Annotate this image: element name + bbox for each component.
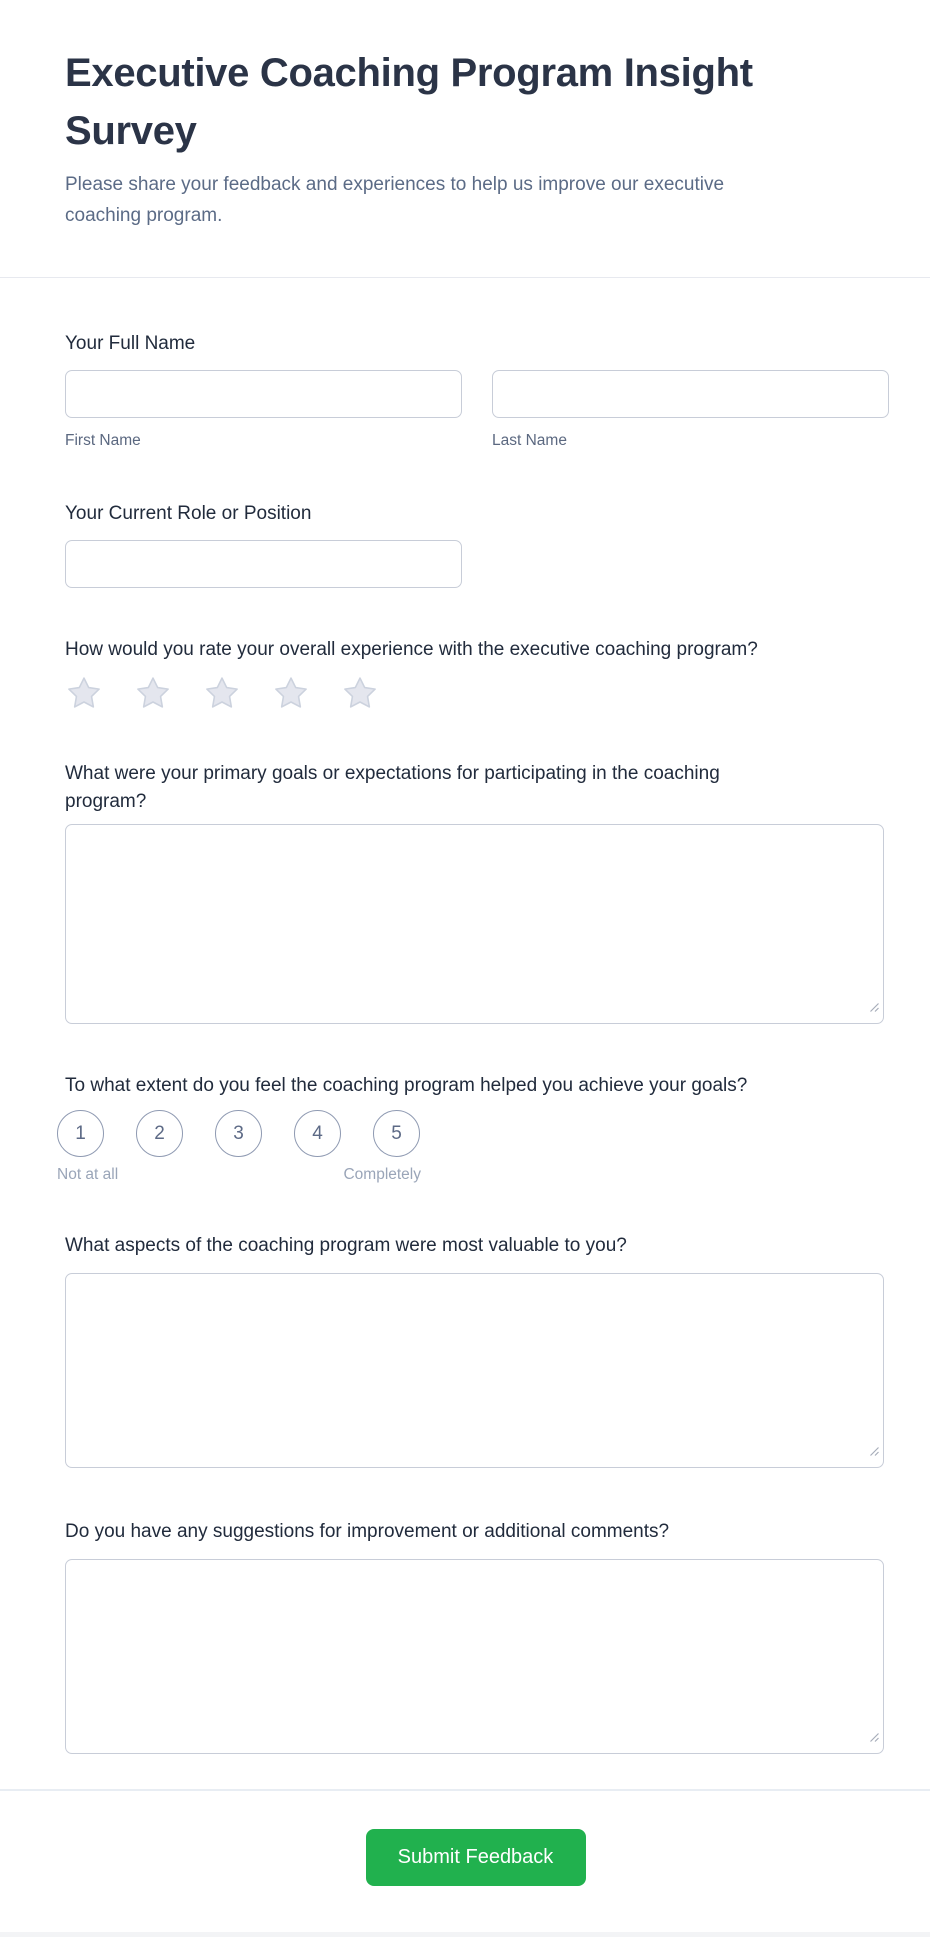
resize-handle-icon[interactable] xyxy=(868,1730,880,1748)
question-goals xyxy=(65,760,886,1024)
star-icon[interactable] xyxy=(341,674,379,712)
scale-option-5[interactable]: 5 xyxy=(373,1110,420,1157)
scale-captions xyxy=(57,1166,421,1184)
scale-options xyxy=(57,1110,886,1157)
question-scale xyxy=(57,1072,886,1184)
resize-handle-icon[interactable] xyxy=(868,1444,880,1462)
survey-header xyxy=(0,0,930,231)
question-label: How would you rate your overall experience with the executive coaching program? xyxy=(65,639,758,660)
star-rating xyxy=(65,674,886,712)
aspects-textarea-wrap xyxy=(65,1273,886,1468)
footer-divider xyxy=(0,1789,930,1791)
star-icon[interactable] xyxy=(272,674,310,712)
last-name-sublabel: Last Name xyxy=(492,432,567,449)
goals-textarea[interactable] xyxy=(65,824,884,1024)
scale-max-caption: Completely xyxy=(343,1166,421,1183)
question-label: What aspects of the coaching program were most valuable to you? xyxy=(65,1235,627,1256)
survey-footer xyxy=(0,1829,930,1886)
first-name-sublabel: First Name xyxy=(65,432,141,449)
header-divider xyxy=(0,277,930,278)
aspects-textarea[interactable] xyxy=(65,1273,884,1468)
first-name-field xyxy=(65,370,462,450)
star-icon[interactable] xyxy=(203,674,241,712)
question-label: Do you have any suggestions for improvement or additional comments? xyxy=(65,1521,670,1542)
question-role xyxy=(65,500,886,588)
star-icon[interactable] xyxy=(134,674,172,712)
role-input[interactable] xyxy=(65,540,462,588)
goals-textarea-wrap xyxy=(65,824,886,1024)
question-label: Your Current Role or Position xyxy=(65,503,312,524)
star-icon[interactable] xyxy=(65,674,103,712)
last-name-input[interactable] xyxy=(492,370,889,418)
page-subtitle: Please share your feedback and experiences to help us improve our executive coaching program. xyxy=(65,174,725,226)
scale-option-3[interactable]: 3 xyxy=(215,1110,262,1157)
scale-option-1[interactable]: 1 xyxy=(57,1110,104,1157)
last-name-field xyxy=(492,370,889,450)
survey-form xyxy=(0,330,930,1754)
scale-option-2[interactable]: 2 xyxy=(136,1110,183,1157)
question-rating xyxy=(65,636,886,712)
suggestions-textarea-wrap xyxy=(65,1559,886,1754)
page-title: Executive Coaching Program Insight Survey xyxy=(65,51,753,153)
scale-option-4[interactable]: 4 xyxy=(294,1110,341,1157)
question-label: To what extent do you feel the coaching program helped you achieve your goals? xyxy=(65,1075,748,1096)
role-field-row xyxy=(65,540,886,588)
suggestions-textarea[interactable] xyxy=(65,1559,884,1754)
question-label: What were your primary goals or expectations for participating in the coaching program? xyxy=(65,763,720,812)
scale-min-caption: Not at all xyxy=(57,1166,119,1183)
question-suggestions xyxy=(65,1518,886,1754)
question-label: Your Full Name xyxy=(65,333,196,354)
submit-button[interactable]: Submit Feedback xyxy=(366,1829,586,1886)
name-fields-row xyxy=(65,370,886,450)
question-full-name xyxy=(65,330,886,450)
resize-handle-icon[interactable] xyxy=(868,1000,880,1018)
question-aspects xyxy=(65,1232,886,1468)
first-name-input[interactable] xyxy=(65,370,462,418)
